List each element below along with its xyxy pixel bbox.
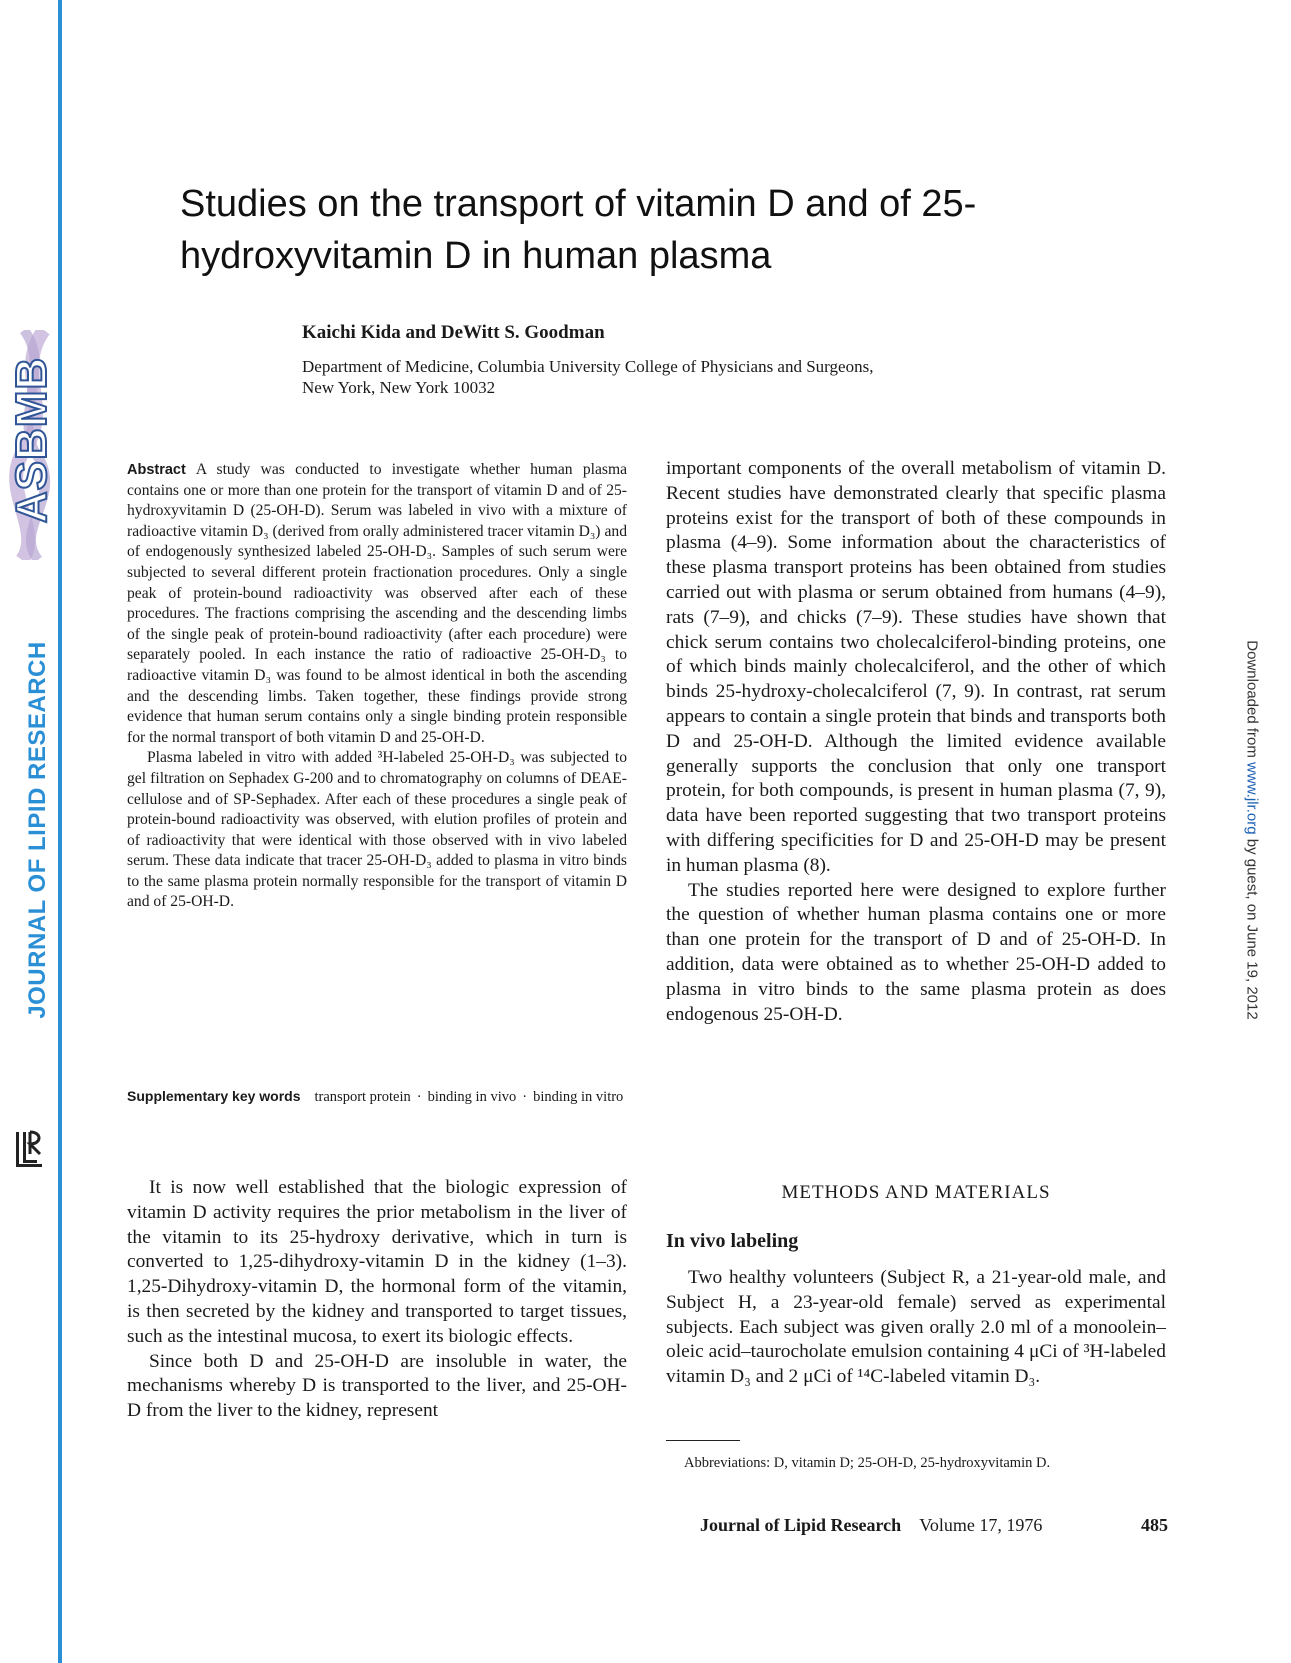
abstract-text-1: A study was conducted to investigate whether human plasma contains one or more than one protein for the transport of vitamin D and of 25-hydroxyvitamin D (25-OH-D). Serum was labeled in vivo with a mixture of radioactive vitamin D₃ (derived from orally administered tracer vitamin D₃) and of endogenously synthesized labeled 25-OH-D₃. Samples of such serum were subjected to several different protein fractionation procedures. Only a single peak of protein-bound radioactivity was observed after each of these procedures. The fractions comprising the ascending and the descending limbs of the single peak of protein-bound radioactivity (after each procedure) were separately pooled. In each instance the ratio of radioactive 25-OH-D₃ to radioactive vitamin D₃ was found to be almost identical in both the ascending and the descending limbs. Taken together, these findings provide strong evidence that human serum contains only a single binding protein responsible for the normal transport of both vitamin D and 25-OH-D. [127,461,627,746]
keywords-section [127,1087,627,1107]
keyword-item: binding in vivo [427,1089,517,1105]
page-number: 485 [1141,1515,1168,1535]
keywords-label: Supplementary key words [127,1088,301,1104]
in-vivo-labeling-heading: In vivo labeling [666,1230,799,1252]
download-notice [1244,640,1261,1019]
intro-paragraph-4: The studies reported here were designed to explore further the question of whether human plasma contains one or more than one protein for the transport of D and of 25-OH-D. In addition, data were obtained as to whether 25-OH-D added to plasma in vitro binds to the same plasma protein as does endogenous 25-OH-D. [666,879,1166,1025]
jlr-logo-icon [14,1130,46,1168]
download-suffix: by guest, on June 19, 2012 [1243,834,1261,1020]
abstract-paragraph-1 [127,460,627,748]
keyword-item: transport protein [314,1089,411,1105]
keyword-separator: · [416,1089,422,1105]
affiliation-line-2: New York, New York 10032 [302,378,496,397]
keyword-item: binding in vitro [533,1089,624,1105]
footer-journal-name: Journal of Lipid Research [700,1515,902,1535]
abbreviations-footnote: Abbreviations: D, vitamin D; 25-OH-D, 25-hydroxyvitamin D. [684,1455,1051,1471]
article-title: Studies on the transport of vitamin D and of 25-hydroxyvitamin D in human plasma [180,183,977,277]
body-left-column [127,1176,627,1424]
intro-paragraph-1: It is now well established that the biologic expression of vitamin D activity requires the prior metabolism in the liver of the vitamin to its 25-hydroxy derivative, which in turn is converted to 1,25-dihydroxy-vitamin D in the kidney (1–3). 1,25-Dihydroxy-vitamin D, the hormonal form of the vitamin, is then secreted by the kidney and transported to target tissues, such as the intestinal mucosa, to exert its biologic effects. [127,1177,627,1347]
download-prefix: Downloaded from [1243,640,1261,763]
footnote-rule [666,1440,740,1441]
abstract-paragraph-2: Plasma labeled in vitro with added ³H-labeled 25-OH-D₃ was subjected to gel filtration on Sephadex G-200 and to chromatography on columns of DEAE-cellulose and of SP-Sephadex. After each of these procedures a single peak of protein-bound radioactivity was observed, with elution profiles of protein and of radioactivity that were identical with those observed with in vivo labeled serum. These data indicate that tracer 25-OH-D₃ added to plasma in vitro binds to the same plasma protein normally responsible for the transport of vitamin D and of 25-OH-D. [127,749,627,911]
affiliation-line-1: Department of Medicine, Columbia University College of Physicians and Surgeons, [302,357,874,376]
jlr-site-link[interactable]: www.jlr.org [1243,762,1261,835]
author-affiliation [302,356,1062,398]
methods-body [666,1266,1166,1390]
journal-name-vertical: JOURNAL OF LIPID RESEARCH [24,641,51,1019]
running-footer [700,1515,1168,1536]
abstract-section [127,460,627,913]
journal-sidebar [0,0,62,1663]
methods-paragraph-1: Two healthy volunteers (Subject R, a 21-year-old male, and Subject H, a 23-year-old female) served as experimental subjects. Each subject was given orally 2.0 ml of a monoolein–oleic acid–taurocholate emulsion containing 4 μCi of ³H-labeled vitamin D₃ and 2 μCi of ¹⁴C-labeled vitamin D₃. [666,1267,1166,1388]
asbmb-logo: ASBMB [7,356,56,524]
abstract-label: Abstract [127,462,186,478]
intro-paragraph-3: important components of the overall metabolism of vitamin D. Recent studies have demonstrated clearly that specific plasma proteins exist for the transport of both of these compounds in plasma (4–9). Some information about the characteristics of these plasma transport proteins has been obtained from studies carried out with plasma or serum obtained from humans (4–9), rats (7–9), and chicks (7–9). These studies have shown that chick serum contains two cholecalciferol-binding proteins, one of which binds mainly cholecalciferol, and the other of which binds 25-hydroxy-cholecalciferol (7, 9). In contrast, rat serum appears to contain a single protein that binds and transports both D and 25-OH-D. Although the limited evidence available generally supports the conclusion that only one transport protein, for both compounds, is present in human plasma (7, 9), data have been reported suggesting that two transport proteins with differing specificities for D and 25-OH-D may be present in human plasma (8). [666,458,1166,876]
body-right-column [666,457,1166,1027]
intro-paragraph-2: Since both D and 25-OH-D are insoluble in water, the mechanisms whereby D is transported to the liver, and 25-OH-D from the liver to the kidney, represent [127,1350,627,1422]
keyword-separator: · [522,1089,528,1105]
methods-heading: METHODS AND MATERIALS [781,1182,1051,1203]
footer-volume: Volume 17, 1976 [919,1515,1043,1535]
article-authors: Kaichi Kida and DeWitt S. Goodman [302,322,605,343]
